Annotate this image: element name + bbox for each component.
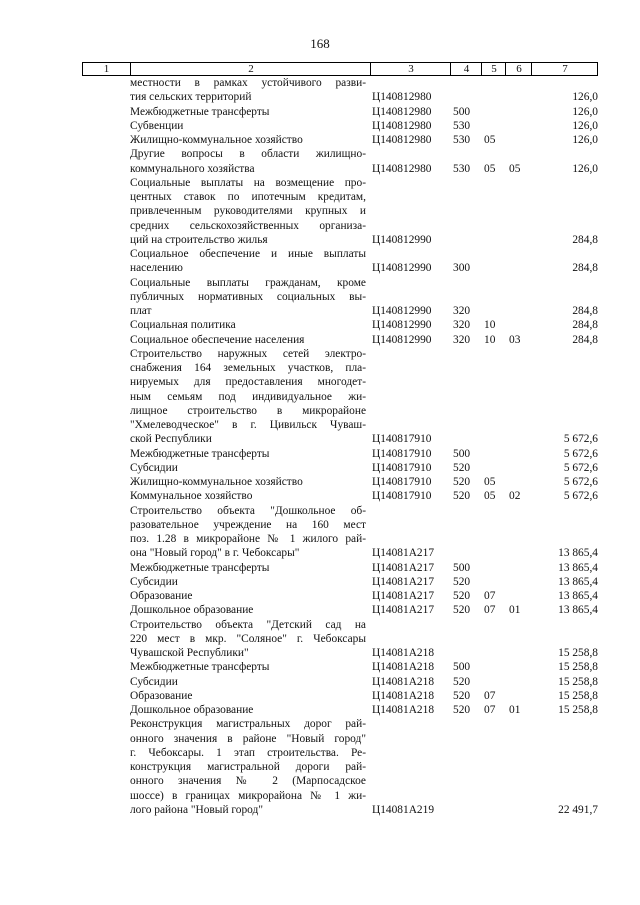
row-expense-type: 520 xyxy=(453,490,471,503)
row-expense-type: 520 xyxy=(453,675,471,688)
table-row xyxy=(0,276,640,290)
row-amount: 5 672,6 xyxy=(563,447,598,460)
table-row xyxy=(0,774,640,788)
row-expense-type: 500 xyxy=(453,561,471,574)
column-header-6: 6 xyxy=(505,63,532,75)
row-description: тия сельских территорий xyxy=(130,91,252,104)
table-row xyxy=(0,447,640,461)
column-header-1: 1 xyxy=(103,63,110,75)
table-row xyxy=(0,375,640,389)
table-row xyxy=(0,133,640,147)
row-target-code: Ц140812990 xyxy=(372,262,432,275)
table-row xyxy=(0,803,640,817)
row-target-code: Ц140812980 xyxy=(372,91,432,104)
table-row xyxy=(0,504,640,518)
row-description: поз. 1.28 в микрорайоне № 1 жилого рай- xyxy=(130,533,366,545)
row-description: Образование xyxy=(130,689,193,702)
row-description: Строительство наружных сетей электро- xyxy=(130,347,366,360)
row-section: 07 xyxy=(484,689,496,702)
row-amount: 5 672,6 xyxy=(563,433,598,446)
row-target-code: Ц14081А217 xyxy=(372,604,435,617)
row-amount: 5 672,6 xyxy=(563,461,598,474)
table-row xyxy=(0,732,640,746)
row-description: Субсидии xyxy=(130,461,178,474)
row-amount: 13 865,4 xyxy=(558,590,598,602)
table-row xyxy=(0,717,640,731)
row-subsection: 03 xyxy=(509,333,521,346)
row-target-code: Ц14081А218 xyxy=(372,675,435,688)
row-target-code: Ц140812980 xyxy=(372,134,432,146)
row-amount: 284,8 xyxy=(572,305,598,317)
table-row xyxy=(0,318,640,332)
budget-table-body xyxy=(0,76,640,817)
table-row xyxy=(0,660,640,674)
table-row xyxy=(0,219,640,233)
row-expense-type: 530 xyxy=(453,134,471,146)
table-row xyxy=(0,589,640,603)
row-description: она "Новый город" в г. Чебоксары" xyxy=(130,547,300,560)
table-row xyxy=(0,418,640,432)
table-row xyxy=(0,90,640,104)
row-amount: 126,0 xyxy=(572,91,598,104)
row-description: снабжения 164 земельных участков, пла- xyxy=(130,362,366,374)
table-row xyxy=(0,432,640,446)
table-row xyxy=(0,233,640,247)
table-row xyxy=(0,261,640,275)
row-amount: 284,8 xyxy=(572,333,598,346)
table-row xyxy=(0,561,640,575)
row-expense-type: 500 xyxy=(453,105,471,118)
row-subsection: 02 xyxy=(509,490,521,503)
row-amount: 126,0 xyxy=(572,162,598,175)
row-amount: 15 258,8 xyxy=(558,675,598,688)
row-description: Строительство объекта "Дошкольное об- xyxy=(130,504,366,517)
row-description: Социальные выплаты на возмещение про- xyxy=(130,176,366,189)
table-row xyxy=(0,390,640,404)
row-target-code: Ц14081А218 xyxy=(372,689,435,702)
row-target-code: Ц14081А217 xyxy=(372,590,435,602)
row-description: плат xyxy=(130,305,152,317)
row-section: 07 xyxy=(484,590,496,602)
row-description: разовательное учреждение на 160 мест xyxy=(130,518,366,531)
table-row xyxy=(0,546,640,560)
row-expense-type: 520 xyxy=(453,461,471,474)
row-expense-type: 520 xyxy=(453,476,471,488)
table-row xyxy=(0,190,640,204)
row-expense-type: 530 xyxy=(453,162,471,175)
row-target-code: Ц140812990 xyxy=(372,233,432,246)
table-row xyxy=(0,789,640,803)
row-expense-type: 520 xyxy=(453,689,471,702)
row-description: Чувашской Республики" xyxy=(130,647,249,659)
table-row xyxy=(0,404,640,418)
row-amount: 22 491,7 xyxy=(558,803,598,816)
row-expense-type: 500 xyxy=(453,661,471,674)
row-amount: 15 258,8 xyxy=(558,661,598,674)
row-amount: 5 672,6 xyxy=(563,476,598,488)
row-subsection: 01 xyxy=(509,604,521,617)
row-description: ской Республики xyxy=(130,433,212,446)
row-description: Жилищно-коммунальное хозяйство xyxy=(130,476,303,488)
table-row xyxy=(0,703,640,717)
row-description: онного значения № 2 (Марпосадское xyxy=(130,775,366,788)
row-description: средних сельскохозяйственных организа- xyxy=(130,219,366,232)
column-header-3: 3 xyxy=(370,63,451,75)
row-amount: 13 865,4 xyxy=(558,547,598,560)
table-row xyxy=(0,347,640,361)
row-target-code: Ц140812980 xyxy=(372,162,432,175)
table-row xyxy=(0,489,640,503)
row-description: населению xyxy=(130,262,183,275)
row-amount: 126,0 xyxy=(572,119,598,132)
row-description: Межбюджетные трансферты xyxy=(130,105,270,118)
row-target-code: Ц14081А219 xyxy=(372,803,435,816)
table-row xyxy=(0,361,640,375)
row-amount: 5 672,6 xyxy=(563,490,598,503)
table-row xyxy=(0,675,640,689)
row-amount: 126,0 xyxy=(572,134,598,146)
row-description: местности в рамках устойчивого разви- xyxy=(130,77,366,89)
table-row xyxy=(0,147,640,161)
row-expense-type: 520 xyxy=(453,704,471,716)
row-subsection: 01 xyxy=(509,704,521,716)
row-description: шоссе) в границах микрорайона № 1 жи- xyxy=(130,789,366,802)
row-description: Субсидии xyxy=(130,675,178,688)
row-section: 10 xyxy=(484,333,496,346)
row-description: 220 мест в мкр. "Соляное" г. Чебоксары xyxy=(130,632,366,645)
row-description: Социальная политика xyxy=(130,319,236,332)
row-description: ным семьям под индивидуальное жи- xyxy=(130,390,366,403)
row-description: нируемых для предоставления многодет- xyxy=(130,376,366,389)
column-header-7: 7 xyxy=(531,63,598,75)
row-description: коммунального хозяйства xyxy=(130,162,255,175)
table-row xyxy=(0,204,640,218)
row-description: ций на строительство жилья xyxy=(130,233,268,246)
row-amount: 284,8 xyxy=(572,319,598,332)
row-description: конструкция магистральной дороги рай- xyxy=(130,761,366,773)
table-row xyxy=(0,247,640,261)
row-description: центных ставок по ипотечным кредитам, xyxy=(130,191,366,203)
column-header-2: 2 xyxy=(130,63,371,75)
row-section: 05 xyxy=(484,476,496,488)
row-target-code: Ц14081А217 xyxy=(372,547,435,560)
row-amount: 15 258,8 xyxy=(558,689,598,702)
row-expense-type: 320 xyxy=(453,319,471,332)
row-expense-type: 500 xyxy=(453,447,471,460)
row-section: 07 xyxy=(484,704,496,716)
row-section: 07 xyxy=(484,604,496,617)
row-expense-type: 300 xyxy=(453,262,471,275)
row-target-code: Ц140812990 xyxy=(372,319,432,332)
row-description: Субвенции xyxy=(130,119,184,132)
table-row xyxy=(0,290,640,304)
table-row xyxy=(0,304,640,318)
table-header xyxy=(82,62,598,76)
table-row xyxy=(0,603,640,617)
row-description: Социальное обеспечение и иные выплаты xyxy=(130,248,366,260)
row-description: привлеченным руководителями крупных и xyxy=(130,205,366,218)
row-expense-type: 520 xyxy=(453,590,471,602)
row-target-code: Ц140812990 xyxy=(372,305,432,317)
row-amount: 284,8 xyxy=(572,262,598,275)
row-description: Коммунальное хозяйство xyxy=(130,490,253,503)
row-section: 05 xyxy=(484,134,496,146)
table-row xyxy=(0,518,640,532)
row-amount: 15 258,8 xyxy=(558,704,598,716)
page-number: 168 xyxy=(310,36,330,51)
row-target-code: Ц140817910 xyxy=(372,490,432,503)
table-row xyxy=(0,646,640,660)
row-description: Образование xyxy=(130,590,193,602)
row-description: лого района "Новый город" xyxy=(130,803,263,816)
table-row xyxy=(0,162,640,176)
column-header-4: 4 xyxy=(450,63,482,75)
row-amount: 126,0 xyxy=(572,105,598,118)
table-row xyxy=(0,746,640,760)
table-row xyxy=(0,475,640,489)
row-description: г. Чебоксары. 1 этап строительства. Ре- xyxy=(130,746,366,759)
row-target-code: Ц14081А218 xyxy=(372,661,435,674)
row-target-code: Ц14081А217 xyxy=(372,575,435,588)
row-expense-type: 320 xyxy=(453,333,471,346)
table-row xyxy=(0,632,640,646)
row-target-code: Ц14081А217 xyxy=(372,561,435,574)
table-row xyxy=(0,532,640,546)
row-target-code: Ц140812990 xyxy=(372,333,432,346)
column-header-5: 5 xyxy=(481,63,506,75)
table-row xyxy=(0,618,640,632)
row-expense-type: 530 xyxy=(453,119,471,132)
table-row xyxy=(0,689,640,703)
row-amount: 13 865,4 xyxy=(558,561,598,574)
row-description: Социальное обеспечение населения xyxy=(130,333,305,346)
table-row xyxy=(0,176,640,190)
row-target-code: Ц140812980 xyxy=(372,119,432,132)
row-section: 05 xyxy=(484,162,496,175)
row-description: Субсидии xyxy=(130,575,178,588)
row-description: Дошкольное образование xyxy=(130,704,254,716)
row-description: публичных нормативных социальных вы- xyxy=(130,290,366,303)
row-description: Социальные выплаты гражданам, кроме xyxy=(130,276,366,289)
row-description: Дошкольное образование xyxy=(130,604,254,617)
row-subsection: 05 xyxy=(509,162,521,175)
row-description: онного значения в районе "Новый город" xyxy=(130,732,366,745)
table-row xyxy=(0,76,640,90)
row-amount: 13 865,4 xyxy=(558,575,598,588)
row-target-code: Ц140817910 xyxy=(372,476,432,488)
row-target-code: Ц140817910 xyxy=(372,447,432,460)
row-expense-type: 320 xyxy=(453,305,471,317)
table-row xyxy=(0,461,640,475)
row-expense-type: 520 xyxy=(453,604,471,617)
row-description: Межбюджетные трансферты xyxy=(130,661,270,674)
row-description: Строительство объекта "Детский сад на xyxy=(130,618,366,631)
row-description: Межбюджетные трансферты xyxy=(130,447,270,460)
table-row xyxy=(0,333,640,347)
row-description: лищное строительство в микрорайоне xyxy=(130,404,366,417)
table-row xyxy=(0,119,640,133)
table-row xyxy=(0,575,640,589)
row-target-code: Ц140812980 xyxy=(372,105,432,118)
row-section: 10 xyxy=(484,319,496,332)
row-description: Другие вопросы в области жилищно- xyxy=(130,148,366,161)
row-expense-type: 520 xyxy=(453,575,471,588)
row-description: Межбюджетные трансферты xyxy=(130,561,270,574)
row-amount: 13 865,4 xyxy=(558,604,598,617)
table-row xyxy=(0,760,640,774)
row-target-code: Ц14081А218 xyxy=(372,647,435,659)
row-target-code: Ц14081А218 xyxy=(372,704,435,716)
row-description: Жилищно-коммунальное хозяйство xyxy=(130,134,303,146)
table-row xyxy=(0,105,640,119)
row-description: "Хмелеводческое" в г. Цивильск Чуваш- xyxy=(130,419,366,431)
row-target-code: Ц140817910 xyxy=(372,461,432,474)
row-amount: 15 258,8 xyxy=(558,647,598,659)
row-section: 05 xyxy=(484,490,496,503)
row-target-code: Ц140817910 xyxy=(372,433,432,446)
row-amount: 284,8 xyxy=(572,233,598,246)
row-description: Реконструкция магистральных дорог рай- xyxy=(130,718,366,731)
